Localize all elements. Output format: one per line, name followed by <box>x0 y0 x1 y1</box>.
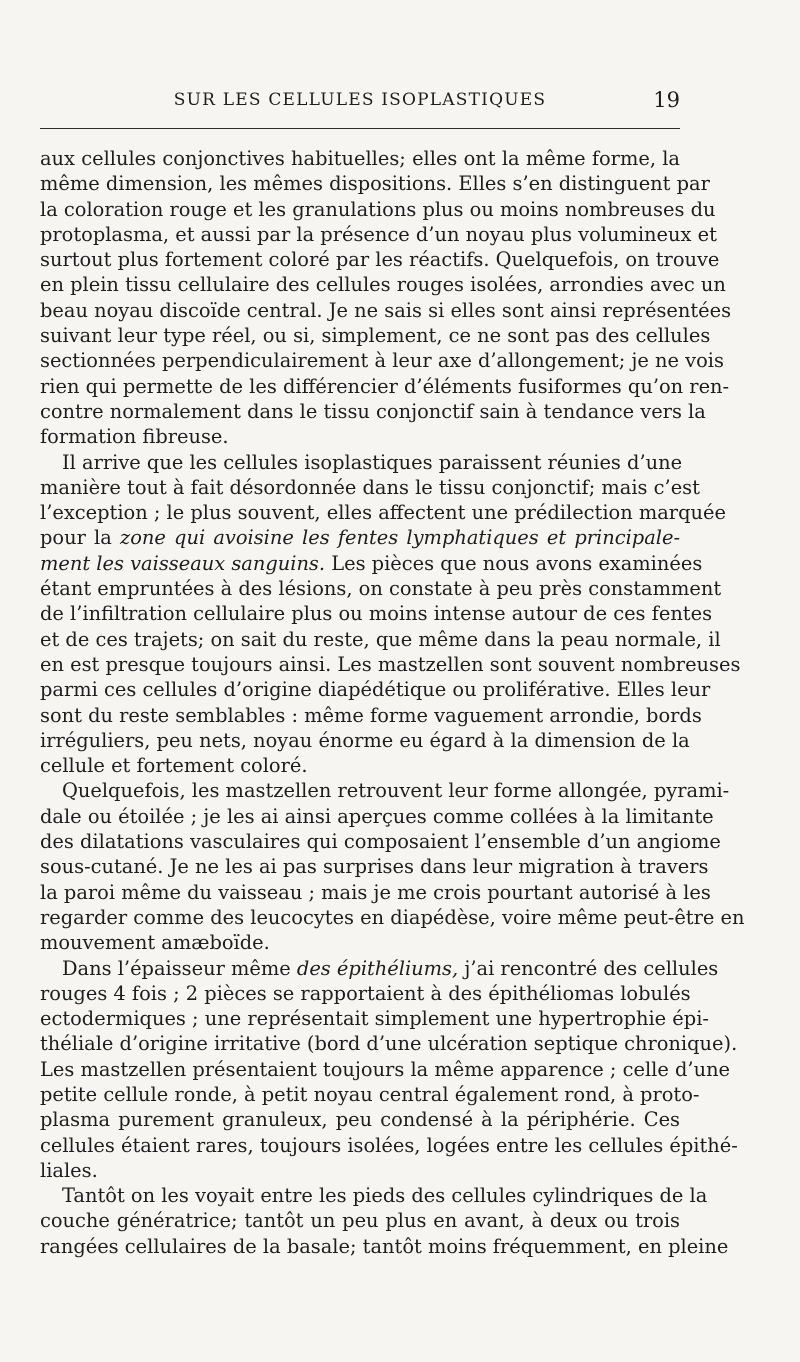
text-line: dale ou étoilée ; je les ai ainsi aperçues comme collées à la limitante <box>40 804 714 828</box>
text-line: Les mastzellen présentaient toujours la même apparence ; celle d’une <box>40 1057 731 1081</box>
text-line <box>40 956 719 981</box>
text-line: la coloration rouge et les granulations plus ou moins nombreuses du <box>40 197 716 221</box>
text-segment: Dans l’épaisseur même <box>62 956 297 980</box>
text-line: de l’infiltration cellulaire plus ou moins intense autour de ces fentes <box>40 602 713 626</box>
text-line: sous-cutané. Je ne les ai pas surprises dans leur migration à travers <box>40 855 709 879</box>
text-line: cellules étaient rares, toujours isolées, logées entre les cellules épithé- <box>40 1133 738 1157</box>
header-rule <box>40 128 680 129</box>
text-line: formation fibreuse. <box>40 425 229 449</box>
page-header <box>40 88 680 118</box>
text-line: rien qui permette de les différencier d’éléments fusiformes qu’on ren- <box>40 374 730 398</box>
text-line: protoplasma, et aussi par la présence d’un noyau plus volumineux et <box>40 222 717 246</box>
text-line: Quelquefois, les mastzellen retrouvent leur forme allongée, pyrami- <box>62 779 730 803</box>
text-line: même dimension, les mêmes dispositions. Elles s’en distinguent par <box>40 172 710 196</box>
text-line: en plein tissu cellulaire des cellules rouges isolées, arrondies avec un <box>40 273 726 297</box>
text-line: la paroi même du vaisseau ; mais je me crois pourtant autorisé à les <box>40 880 711 904</box>
text-line: sectionnées perpendiculairement à leur axe d’allongement; je ne vois <box>40 349 724 373</box>
text-line: mouvement amæboïde. <box>40 931 270 955</box>
italic-phrase: des épithéliums, <box>296 956 459 980</box>
page-number: 19 <box>653 88 680 112</box>
text-line: rangées cellulaires de la basale; tantôt moins fréquemment, en pleine <box>40 1234 729 1258</box>
text-line: plasma purement granuleux, peu condensé à la périphérie. Ces <box>40 1108 680 1132</box>
text-line: en est presque toujours ainsi. Les mastzellen sont souvent nombreuses <box>40 652 741 676</box>
italic-phrase: ment les vaisseaux sanguins. <box>40 551 326 575</box>
text-line: rouges 4 fois ; 2 pièces se rapportaient à des épithéliomas lobulés <box>40 981 691 1005</box>
text-line: cellule et fortement coloré. <box>40 754 308 778</box>
text-line <box>40 551 703 576</box>
text-line: des dilatations vasculaires qui composaient l’ensemble d’un angiome <box>40 830 721 854</box>
text-segment: j’ai rencontré des cellules <box>458 956 719 980</box>
text-line: Tantôt on les voyait entre les pieds des cellules cylindriques de la <box>62 1184 708 1208</box>
text-line: contre normalement dans le tissu conjonctif sain à tendance vers la <box>40 399 706 423</box>
body-text <box>40 146 745 1259</box>
text-segment: Les pièces que nous avons examinées <box>325 551 703 575</box>
text-segment: pour la <box>40 526 120 550</box>
text-line: liales. <box>40 1158 98 1182</box>
text-line: surtout plus fortement coloré par les réactifs. Quelquefois, on trouve <box>40 248 720 272</box>
text-line: irréguliers, peu nets, noyau énorme eu égard à la dimension de la <box>40 728 690 752</box>
text-line: petite cellule ronde, à petit noyau central également rond, à proto- <box>40 1082 700 1106</box>
text-line: suivant leur type réel, ou si, simplement, ce ne sont pas des cellules <box>40 324 711 348</box>
text-line: ectodermiques ; une représentait simplement une hypertrophie épi- <box>40 1007 709 1031</box>
text-line: sont du reste semblables : même forme vaguement arrondie, bords <box>40 703 702 727</box>
text-line: couche génératrice; tantôt un peu plus en avant, à deux ou trois <box>40 1209 680 1233</box>
text-line: l’exception ; le plus souvent, elles affectent une prédilection marquée <box>40 501 726 525</box>
text-line: beau noyau discoïde central. Je ne sais si elles sont ainsi représentées <box>40 298 732 322</box>
text-line: parmi ces cellules d’origine diapédétique ou proliférative. Elles leur <box>40 678 711 702</box>
text-line: aux cellules conjonctives habituelles; elles ont la même forme, la <box>40 147 680 170</box>
text-line: étant empruntées à des lésions, on constate à peu près constamment <box>40 577 722 601</box>
text-line <box>40 525 680 550</box>
text-line: manière tout à fait désordonnée dans le tissu conjonctif; mais c’est <box>40 475 700 499</box>
italic-phrase: zone qui avoisine les fentes lymphatiques et principale- <box>120 526 681 550</box>
text-line: théliale d’origine irritative (bord d’une ulcération septique chronique). <box>40 1032 738 1056</box>
text-line: regarder comme des leucocytes en diapédèse, voire même peut-être en <box>40 905 745 929</box>
text-line: Il arrive que les cellules isoplastiques paraissent réunies d’une <box>62 450 683 474</box>
text-line: et de ces trajets; on sait du reste, que même dans la peau normale, il <box>40 627 721 651</box>
running-title: SUR LES CELLULES ISOPLASTIQUES <box>173 90 547 110</box>
